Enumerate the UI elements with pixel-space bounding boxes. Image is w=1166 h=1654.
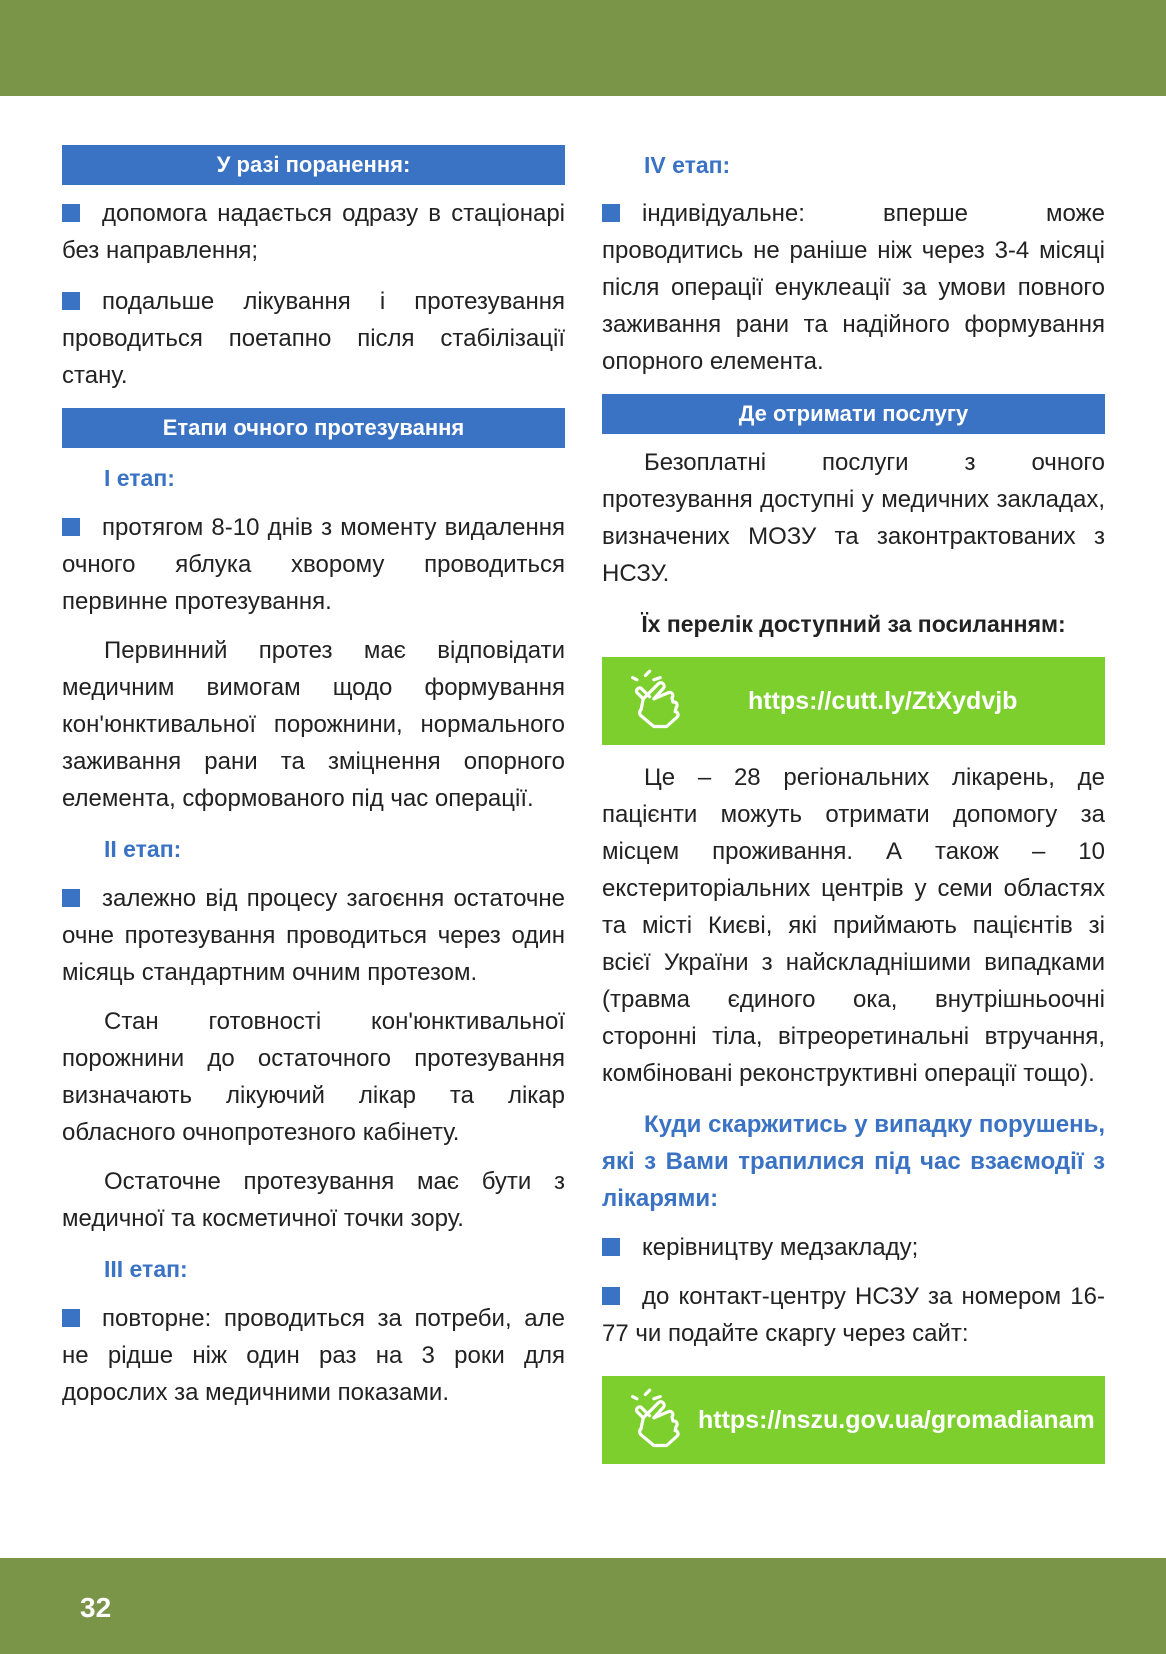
stage2-paragraph: Остаточне протезування має бути з медичної та косметичної точки зору. bbox=[62, 1168, 565, 1232]
stage1-paragraph: Первинний протез має відповідати медичним вимогам щодо формування кон'юнктивальної порожнини, нормального заживання рани та зміцнення опорного елемента, сформованого під час операції. bbox=[62, 637, 565, 812]
link-box[interactable] bbox=[602, 657, 1105, 745]
pointing-hand-icon bbox=[622, 1386, 690, 1454]
list-item: залежно від процесу загоєння остаточне очне протезування проводиться через один місяць стандартним очним протезом. bbox=[62, 885, 565, 986]
list-item: подальше лікування і протезування проводиться поетапно після стабілізації стану. bbox=[62, 288, 565, 389]
hospitals-paragraph: Це – 28 регіональних лікарень, де пацієнти можуть отримати допомогу за місцем проживання. А також – 10 екстериторіальних центрів у семи областях та місті Києві, які приймають пацієнтів зі всієї України з найскладнішими випадками (травма єдиного ока, внутрішньоочні сторонні тіла, вітреоретинальні втручання, комбіновані реконструктивні операції тощо). bbox=[602, 764, 1105, 1087]
list-item: протягом 8-10 днів з моменту видалення очного яблука хворому проводиться первинне протезування. bbox=[62, 514, 565, 615]
bullet-square-icon bbox=[602, 1238, 620, 1256]
nszu-link[interactable]: https://nszu.gov.ua/gromadianam bbox=[698, 1406, 1095, 1434]
stage1-title: I етап: bbox=[104, 465, 175, 491]
stages-heading: Етапи очного протезування bbox=[62, 408, 565, 448]
left-column bbox=[62, 145, 565, 1411]
top-banner bbox=[0, 0, 1166, 96]
bullet-square-icon bbox=[602, 204, 620, 222]
stage2-title: II етап: bbox=[104, 836, 182, 862]
right-column bbox=[602, 145, 1105, 1464]
link-box[interactable] bbox=[602, 1376, 1105, 1464]
injury-heading: У разі поранення: bbox=[62, 145, 565, 185]
list-item: допомога надається одразу в стаціонарі без направлення; bbox=[62, 200, 565, 264]
where-heading: Де отримати послугу bbox=[602, 394, 1105, 434]
page-number: 32 bbox=[80, 1592, 112, 1623]
list-heading: Їх перелік доступний за посиланням: bbox=[641, 611, 1066, 637]
stage3-title: III етап: bbox=[104, 1256, 188, 1282]
bullet-square-icon bbox=[62, 1309, 80, 1327]
bullet-square-icon bbox=[62, 292, 80, 310]
pointing-hand-icon bbox=[622, 667, 690, 735]
list-item: до контакт-центру НСЗУ за номером 16-77 чи подайте скаргу через сайт: bbox=[602, 1283, 1105, 1347]
where-paragraph: Безоплатні послуги з очного протезування доступні у медичних закладах, визначених МОЗУ та законтрактованих з НСЗУ. bbox=[602, 449, 1105, 587]
bottom-banner bbox=[0, 1558, 1166, 1654]
bullet-square-icon bbox=[62, 518, 80, 536]
list-item: керівництву медзакладу; bbox=[602, 1229, 1105, 1266]
list-item: індивідуальне: вперше може проводитись не раніше ніж через 3-4 місяці після операції енуклеації за умови повного заживання рани та надійного формування опорного елемента. bbox=[602, 200, 1105, 375]
stage2-paragraph: Стан готовності кон'юнктивальної порожнини до остаточного протезування визначають лікуючий лікар та лікар обласного очнопротезного кабінету. bbox=[62, 1008, 565, 1146]
list-item: повторне: проводиться за потреби, але не рідше ніж один раз на 3 роки для дорослих за медичними показами. bbox=[62, 1305, 565, 1406]
bullet-square-icon bbox=[602, 1287, 620, 1305]
bullet-square-icon bbox=[62, 889, 80, 907]
complaint-heading: Куди скаржитись у випадку порушень, які з Вами трапилися під час взаємодії з лікарями: bbox=[602, 1111, 1105, 1212]
cutt-link[interactable]: https://cutt.ly/ZtXydvjb bbox=[748, 687, 1018, 715]
bullet-square-icon bbox=[62, 204, 80, 222]
stage4-title: IV етап: bbox=[644, 152, 731, 178]
